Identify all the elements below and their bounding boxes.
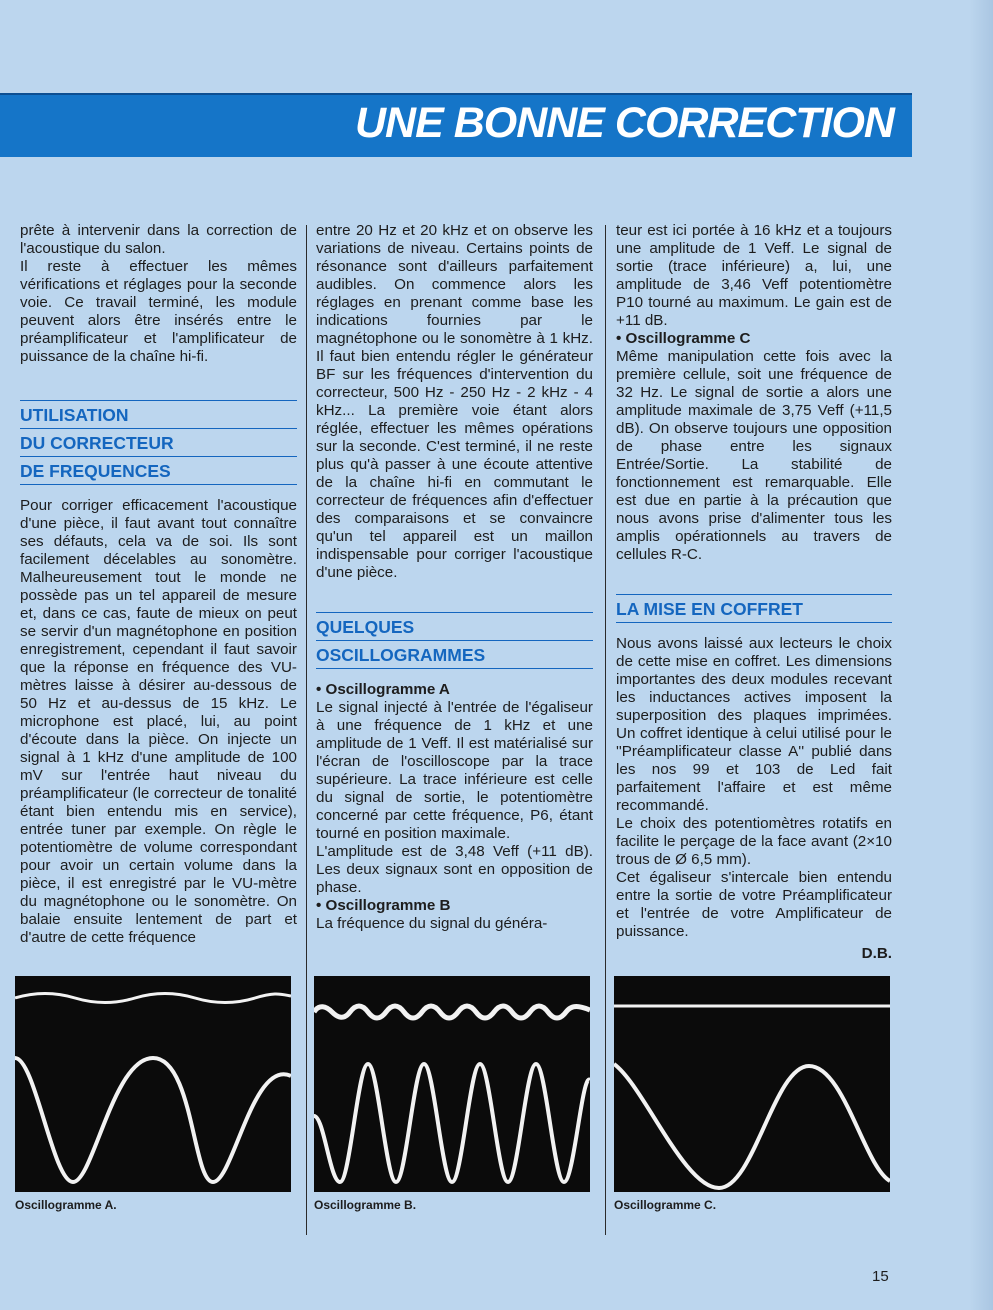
output-trace <box>314 1064 590 1182</box>
section-heading-line: UTILISATION <box>20 400 297 428</box>
column-2 <box>316 222 593 933</box>
figure-caption: Oscillogramme A. <box>15 1198 117 1212</box>
page-number: 15 <box>872 1268 889 1285</box>
oscillogram-a-traces <box>15 976 291 1192</box>
paragraph: Nous avons laissé aux lecteurs le choix de cette mise en coffret. Les dimensions importantes des deux modules recevant les inductances actives imposent la superposition des plaques imprimées. Un coffret identique à celui utilisé pour le ''Préamplificateur classe A'' publié dans les nos 99 et 103 de Led fait parfaitement l'affaire et est même recommandé. <box>616 635 892 814</box>
paragraph: Cet égaliseur s'intercale bien entendu entre la sortie de votre Préamplificateur et l'entrée de votre Amplificateur de puissance. <box>616 869 892 940</box>
output-trace <box>15 1058 291 1182</box>
oscillogram-c-traces <box>614 976 890 1192</box>
paragraph: Le signal injecté à l'entrée de l'égaliseur à une fréquence de 1 kHz et une amplitude de 1 Veff. Il est matérialisé sur l'écran de l'oscilloscope par la trace supérieure. La trace inférieure est celle du signal de sortie, le potentiomètre concerné par cette fréquence, P6, étant tourné en position maximale. <box>316 699 593 842</box>
column-3 <box>616 222 892 963</box>
paragraph: L'amplitude est de 3,48 Veff (+11 dB). Les deux signaux sont en opposition de phase. <box>316 843 593 896</box>
section-heading <box>616 594 892 623</box>
bullet-heading: • Oscillogramme B <box>316 897 451 914</box>
column-divider <box>605 225 606 1235</box>
output-trace <box>614 1064 890 1188</box>
paragraph: La fréquence du signal du généra- <box>316 915 548 932</box>
oscillogram-a-photo <box>15 976 291 1192</box>
section-heading-line: QUELQUES <box>316 612 593 640</box>
section-heading-line: LA MISE EN COFFRET <box>616 594 892 623</box>
bullet-heading: • Oscillogramme C <box>616 330 751 347</box>
figure-caption: Oscillogramme C. <box>614 1198 717 1212</box>
oscillogram-b-traces <box>314 976 590 1192</box>
input-trace <box>314 1006 590 1018</box>
title-banner <box>0 93 912 157</box>
paragraph: Pour corriger efficacement l'acoustique d'une pièce, il faut avant tout connaître ses défauts, cela va de soi. Ils sont facilement décelables au sonomètre. Malheureusement tout le monde ne possède pas un tel appareil de mesure et, dans ce cas, faute de mieux on peut se servir d'un magnétophone en position enregistrement, cependant il faut savoir que la réponse en fréquence des VU-mètres laisse à désirer au-dessous de 50 Hz et au-dessus de 15 kHz. Le microphone est placé, lui, au point d'écoute dans la pièce. On injecte un signal à 1 kHz d'une amplitude de 100 mV sur l'entrée haut niveau du préamplificateur (le correcteur de tonalité étant bien entendu mis en service), entrée tuner par exemple. On règle le potentiomètre de volume correspondant pour avoir un certain volume dans la pièce, il est enregistré par le VU-mètre du magnétophone ou le sonomètre. On balaie ensuite lentement de part et d'autre de cette fréquence <box>20 497 297 946</box>
signature: D.B. <box>861 945 892 962</box>
input-trace <box>15 994 291 1003</box>
oscillogram-b-photo <box>314 976 590 1192</box>
column-divider <box>306 225 307 1235</box>
figure-caption: Oscillogramme B. <box>314 1198 417 1212</box>
page-title: UNE BONNE CORRECTION <box>354 99 894 147</box>
section-heading-line: DE FREQUENCES <box>20 456 297 485</box>
paragraph: Il reste à effectuer les mêmes vérifications et réglages pour la seconde voie. Ce travail terminé, les module peuvent alors être insérés entre le préamplificateur et l'amplificateur de puissance de la chaîne hi-fi. <box>20 258 297 365</box>
oscillogram-c-photo <box>614 976 890 1192</box>
paragraph: entre 20 Hz et 20 kHz et on observe les variations de niveau. Certains points de résonance sont d'ailleurs parfaitement audibles. On commence alors les réglages en prenant comme base les indications fournies par le magnétophone ou le sonomètre à 1 kHz. Il faut bien entendu régler le générateur BF sur les fréquences d'intervention du correcteur, 500 Hz - 250 Hz - 2 kHz - 4 kHz... La première voie étant alors réglée, effectuer les mêmes opérations sur la seconde. C'est terminé, il ne reste plus qu'à passer à une écoute attentive de la chaîne hi-fi en commutant le correcteur de fréquences afin d'effectuer des comparaisons et se convaincre qu'un tel appareil est un maillon indispensable pour corriger l'acoustique d'une pièce. <box>316 222 593 581</box>
column-1 <box>20 222 297 947</box>
paragraph: prête à intervenir dans la correction de l'acoustique du salon. <box>20 222 297 257</box>
paragraph: Le choix des potentiomètres rotatifs en facilite le perçage de la face avant (2×10 trous de Ø 6,5 mm). <box>616 815 892 868</box>
paragraph: teur est ici portée à 16 kHz et a toujours une amplitude de 1 Veff. Le signal de sortie (trace inférieure) a, lui, une amplitude de 3,46 Veff potentiomètre P10 tourné au maximum. Le gain est de +11 dB. <box>616 222 892 329</box>
section-heading-line: DU CORRECTEUR <box>20 428 297 456</box>
bullet-heading: • Oscillogramme A <box>316 681 450 698</box>
section-heading <box>316 612 593 669</box>
page-edge <box>969 0 993 1310</box>
section-heading-line: OSCILLOGRAMMES <box>316 640 593 669</box>
section-heading <box>20 400 297 485</box>
paragraph: Même manipulation cette fois avec la première cellule, soit une fréquence de 32 Hz. Le signal de sortie a alors une amplitude maximale de 3,75 Veff (+11,5 dB). On observe toujours une opposition de phase entre les signaux Entrée/Sortie. La stabilité de fonctionnement est remarquable. Elle est due en partie à la précaution que nous avons prise d'alimenter tous les amplis opérationnels au travers de cellules R-C. <box>616 348 892 563</box>
